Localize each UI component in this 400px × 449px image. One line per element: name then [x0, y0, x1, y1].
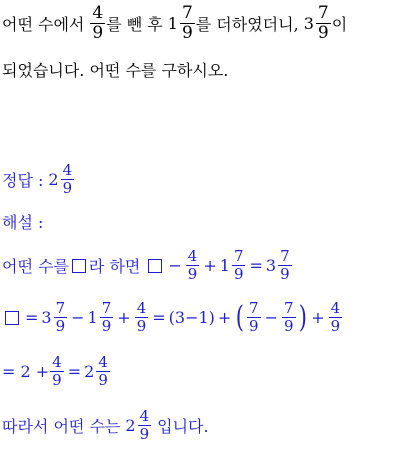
solution-text: 어떤 수를 — [2, 257, 69, 276]
mixed-number: 1 $\frac{7}{9}$ — [167, 3, 193, 43]
problem-line-1 — [2, 4, 398, 43]
unknown-box — [5, 311, 19, 325]
fraction: $\frac{4}{9}$ — [92, 3, 104, 43]
answer-line — [2, 162, 398, 197]
answer-label: 정답 : — [2, 171, 44, 190]
problem-text: 를 더하였더니, — [195, 15, 299, 34]
solution-text: 라 하면 — [88, 257, 141, 276]
final-answer: 2 $\frac{4}{9}$ — [125, 407, 150, 443]
problem-text: 어떤 수에서 — [2, 15, 85, 34]
mixed-number: 3 $\frac{7}{9}$ — [303, 3, 329, 43]
unknown-box — [148, 259, 162, 273]
solution-label-text: 해설 : — [2, 213, 44, 232]
problem-line-2 — [2, 58, 398, 81]
problem-text: 이 — [331, 15, 348, 34]
solution-line-1: 어떤 수를 라 하면 − $\frac{4}{9}$ + 1 $\frac{7}{9}$ = 3 $\frac{7}{9}$ — [2, 247, 290, 283]
problem-text: 되었습니다. 어떤 수를 구하시오. — [2, 61, 229, 80]
problem-text: 를 뺀 후 — [106, 15, 163, 34]
unknown-box — [72, 259, 86, 273]
solution-label — [2, 210, 398, 233]
solution-text: 입니다. — [157, 417, 209, 436]
solution-text: 따라서 어떤 수는 — [2, 417, 121, 436]
answer-value: 2 $\frac{4}{9}$ — [48, 161, 73, 197]
solution-conclusion — [2, 408, 398, 443]
solution-line-2: = 3 $\frac{7}{9}$ − 1 $\frac{7}{9}$ + $\frac{4}{9}$ = (3−1) + ( $\frac{7}{9}$ − $\frac{7}{9}$ ) + $\frac{4}{9}$ — [2, 300, 398, 335]
solution-line-3: = 2 + $\frac{4}{9}$ = 2 $\frac{4}{9}$ — [2, 353, 108, 389]
